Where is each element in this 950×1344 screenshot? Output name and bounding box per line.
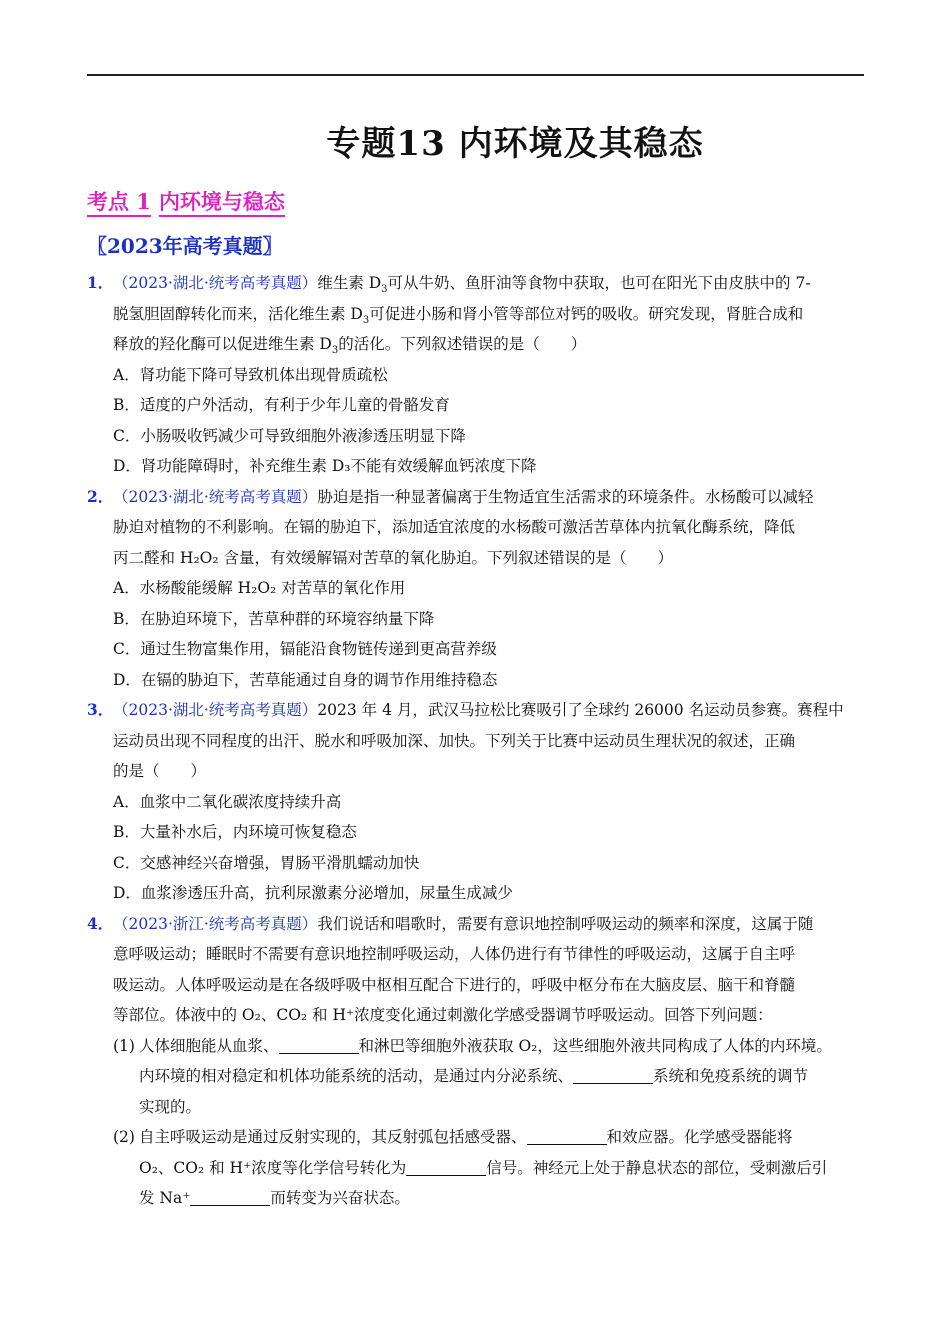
option-b: B．在胁迫环境下，苦草种群的环境容纳量下降 — [113, 609, 435, 628]
page-title: 专题13 内环境及其稳态 — [326, 124, 704, 164]
answer-blank — [527, 1126, 607, 1145]
section-label: 考点 1 — [87, 189, 151, 214]
subquestion-2: (2) 自主呼吸运动是通过反射实现的，其反射弧包括感受器、 和效应器。化学感受器能将 O₂、CO₂ 和 H⁺浓度等化学信号转化为 信号。神经元上处于静息状态的部位，受刺激后引 发 Na⁺ 而转变为兴奋状态。 — [87, 1122, 865, 1214]
option-b: B．适度的户外活动，有利于少年儿童的骨骼发育 — [113, 396, 450, 414]
question-stem: （2023·湖北·统考高考真题）维生素 $D_3$可从牛奶、鱼肝油等食物中获取，也可在阳光下由皮肤中的 7- — [113, 274, 811, 296]
option-d: D．在镉的胁迫下，苦草能通过自身的调节作用维持稳态 — [113, 670, 498, 689]
option-a: A．肾功能下降可导致机体出现骨质疏松 — [113, 365, 388, 384]
question-number: 1． — [87, 273, 114, 292]
section-heading — [87, 186, 315, 216]
section-text: 内环境与稳态 — [158, 189, 285, 214]
option-c: C．小肠吸收钙减少可导致细胞外液渗透压明显下降 — [113, 426, 466, 445]
subquestion-1: (1) 人体细胞能从血浆、 和淋巴等细胞外液获取 O₂，这些细胞外液共同构成了人体的内环境。 内环境的相对稳定和机体功能系统的活动，是通过内分泌系统、 系统和免疫系统的调节 实现的。 — [87, 1031, 865, 1123]
question-list — [87, 268, 865, 1214]
question-4: 4． （2023·浙江·统考高考真题）我们说话和唱歌时，需要有意识地控制呼吸运动的频率和深度，这属于随 意呼吸运动；睡眠时不需要有意识地控制呼吸运动，人体仍进行有节律性的呼吸运动，这属于自主呼 吸运动。人体呼吸运动是在各级呼吸中枢相互配合下进行的，呼吸中枢分布在大脑皮层、脑干和脊髓 等部位。体液中的 O₂、CO₂ 和 H⁺浓度变化通过刺激化学感受器调节呼吸运动。回答下列问题： — [87, 909, 865, 1031]
subquestion-number: (1) — [113, 1036, 135, 1055]
question-3: 3． （2023·湖北·统考高考真题）2023 年 4 月，武汉马拉松比赛吸引了全球约 26000 名运动员参赛。赛程中 运动员出现不同程度的出汗、脱水和呼吸加深、加快。下列关于比赛中运动员生理状况的叙述，正确 的是（ ） — [87, 695, 865, 787]
option-a: A．血浆中二氧化碳浓度持续升高 — [113, 792, 342, 811]
question-source: （2023·湖北·统考高考真题） — [113, 487, 318, 506]
question-number: 3． — [87, 700, 114, 719]
option-c: C．通过生物富集作用，镉能沿食物链传递到更高营养级 — [113, 640, 497, 658]
year-subheading: 〖2023年高考真题〗 — [87, 234, 283, 258]
subquestion-number: (2) — [113, 1128, 135, 1146]
question-stem: （2023·湖北·统考高考真题）2023 年 4 月，武汉马拉松比赛吸引了全球约 26000 名运动员参赛。赛程中 — [113, 701, 844, 719]
question-2: 2． （2023·湖北·统考高考真题）胁迫是指一种显著偏离于生物适宜生活需求的环境条件。水杨酸可以减轻 胁迫对植物的不利影响。在镉的胁迫下，添加适宜浓度的水杨酸可激活苦草体内抗氧化酶系统，降低 丙二醛和 H₂O₂ 含量，有效缓解镉对苦草的氧化胁迫。下列叙述错误的是（ ） — [87, 482, 865, 574]
option-d: D．血浆渗透压升高，抗利尿激素分泌增加，尿量生成减少 — [113, 884, 513, 902]
question-number: 2． — [87, 486, 114, 506]
answer-blank — [190, 1187, 270, 1206]
question-1: 1． （2023·湖北·统考高考真题）维生素 $D_3$可从牛奶、鱼肝油等食物中获取，也可在阳光下由皮肤中的 7- 脱氢胆固醇转化而来，活化维生素 $D_3$可促进小肠和肾小管等部位对钙的吸收。研究发现，肾脏合成和 释放的羟化酶可以促进维生素 $D_3$的活化。下列叙述错误的是（ ） — [87, 268, 865, 360]
question-source: （2023·浙江·统考高考真题） — [113, 914, 318, 933]
option-d: D．肾功能障碍时，补充维生素 D₃不能有效缓解血钙浓度下降 — [113, 457, 537, 475]
question-stem: （2023·湖北·统考高考真题）胁迫是指一种显著偏离于生物适宜生活需求的环境条件。水杨酸可以减轻 — [113, 487, 814, 506]
question-source: （2023·湖北·统考高考真题） — [113, 274, 318, 292]
option-a: A．水杨酸能缓解 H₂O₂ 对苦草的氧化作用 — [113, 579, 406, 597]
option-b: B．大量补水后，内环境可恢复稳态 — [113, 823, 357, 841]
question-stem: （2023·浙江·统考高考真题）我们说话和唱歌时，需要有意识地控制呼吸运动的频率和深度，这属于随 — [113, 914, 814, 933]
answer-blank — [406, 1157, 486, 1176]
question-number: 4． — [87, 913, 114, 933]
answer-blank — [573, 1065, 653, 1084]
question-source: （2023·湖北·统考高考真题） — [113, 701, 318, 719]
option-c: C．交感神经兴奋增强，胃肠平滑肌蠕动加快 — [113, 853, 420, 872]
answer-blank — [279, 1035, 359, 1054]
top-rule — [87, 74, 864, 76]
